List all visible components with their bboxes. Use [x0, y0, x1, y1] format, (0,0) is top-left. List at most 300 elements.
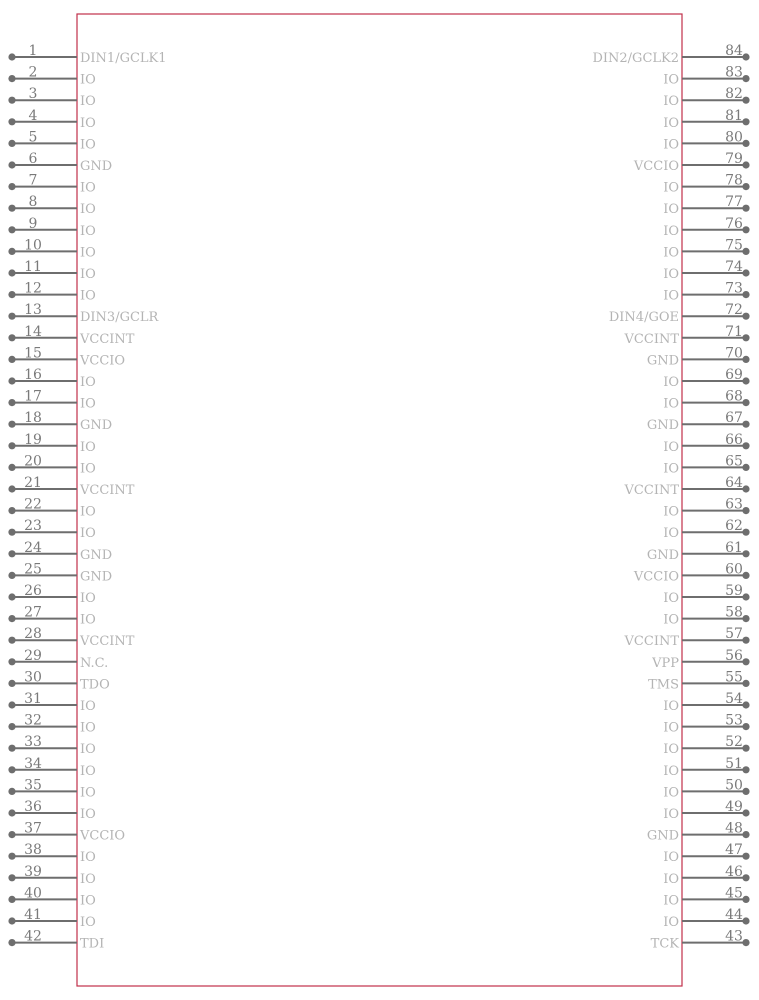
pin-35 [8, 777, 95, 800]
pin-endpoint-dot [742, 464, 749, 471]
pin-number: 37 [24, 820, 42, 837]
right-pin-group [592, 43, 749, 952]
pin-75 [663, 237, 749, 260]
pin-name-label: VCCIO [633, 569, 679, 585]
pin-48 [647, 821, 750, 844]
pin-name-label: IO [80, 180, 96, 196]
pin-name-label: TDI [80, 936, 105, 952]
pin-name-label: IO [80, 763, 96, 779]
pin-endpoint-dot [742, 269, 749, 276]
pin-number: 76 [725, 215, 743, 232]
pin-endpoint-dot [8, 183, 15, 190]
pin-endpoint-dot [8, 831, 15, 838]
pin-44 [663, 907, 749, 930]
pin-endpoint-dot [8, 723, 15, 730]
pin-name-label: DIN2/GCLK2 [592, 51, 679, 66]
pin-name-label: IO [663, 591, 679, 606]
pin-name-label: IO [80, 115, 96, 131]
pin-number: 31 [24, 691, 42, 707]
pin-22 [8, 497, 95, 520]
pin-number: 52 [725, 734, 743, 751]
pin-number: 70 [725, 345, 743, 362]
pin-number: 35 [24, 777, 42, 794]
pin-endpoint-dot [8, 917, 15, 924]
pin-34 [8, 756, 95, 779]
pin-number: 55 [725, 669, 743, 686]
pin-name-label: IO [80, 699, 96, 714]
pin-61 [647, 540, 750, 563]
pin-number: 53 [725, 712, 743, 729]
pin-number: 57 [725, 626, 743, 643]
pin-number: 69 [725, 367, 743, 383]
pin-name-label: IO [80, 591, 96, 606]
pin-46 [663, 864, 749, 887]
pin-number: 40 [24, 885, 42, 902]
pin-endpoint-dot [8, 399, 15, 406]
pin-endpoint-dot [8, 118, 15, 125]
pin-name-label: VCCINT [80, 483, 135, 498]
pin-83 [663, 65, 749, 88]
pin-name-label: IO [663, 915, 679, 930]
pin-endpoint-dot [742, 658, 749, 665]
pin-number: 4 [28, 107, 38, 124]
pin-endpoint-dot [742, 53, 749, 60]
pin-number: 13 [24, 302, 42, 319]
pin-3 [8, 86, 95, 109]
pin-endpoint-dot [742, 291, 749, 298]
pin-name-label: IO [80, 850, 96, 866]
pin-name-label: GND [80, 569, 113, 585]
pin-number: 42 [24, 928, 42, 945]
pin-72 [609, 302, 750, 325]
pin-80 [663, 129, 749, 152]
pin-24 [8, 540, 112, 563]
pin-name-label: IO [663, 439, 679, 455]
pin-endpoint-dot [742, 356, 749, 363]
pin-endpoint-dot [742, 183, 749, 190]
pin-number: 83 [725, 64, 743, 81]
pin-37 [8, 821, 125, 844]
pin-number: 36 [24, 799, 42, 815]
pin-endpoint-dot [8, 745, 15, 752]
pin-endpoint-dot [8, 853, 15, 860]
pin-name-label: VCCINT [624, 634, 679, 650]
pin-number: 8 [28, 194, 38, 211]
pin-67 [647, 410, 750, 433]
pin-25 [8, 561, 112, 584]
pin-14 [8, 324, 134, 347]
pin-43 [651, 929, 750, 952]
pin-name-label: DIN4/GOE [608, 310, 679, 326]
pin-endpoint-dot [8, 766, 15, 773]
pin-endpoint-dot [8, 464, 15, 471]
pin-endpoint-dot [742, 485, 749, 492]
pin-name-label: IO [663, 396, 679, 412]
pin-74 [663, 259, 749, 282]
pin-number: 84 [725, 43, 743, 59]
pin-28 [8, 626, 134, 649]
pin-number: 50 [725, 777, 743, 794]
pin-2 [8, 65, 95, 88]
pin-endpoint-dot [742, 442, 749, 449]
pin-name-label: IO [663, 288, 679, 304]
pin-number: 78 [725, 172, 743, 189]
pin-endpoint-dot [742, 723, 749, 730]
pin-endpoint-dot [8, 313, 15, 320]
pin-name-label: IO [80, 137, 96, 153]
pin-number: 65 [725, 453, 743, 470]
pin-name-label: GND [646, 418, 679, 434]
pin-endpoint-dot [742, 334, 749, 341]
pin-name-label: IO [80, 375, 96, 390]
pin-21 [8, 475, 134, 498]
pin-endpoint-dot [742, 97, 749, 104]
pin-name-label: IO [663, 763, 679, 779]
pin-73 [663, 281, 749, 304]
pin-29 [8, 648, 108, 671]
pin-number: 24 [24, 539, 42, 556]
pin-number: 58 [725, 604, 743, 621]
pin-endpoint-dot [742, 896, 749, 903]
pin-number: 79 [725, 151, 743, 167]
pin-number: 44 [725, 907, 743, 923]
pin-number: 82 [725, 86, 743, 103]
pin-45 [663, 885, 749, 908]
pin-number: 73 [725, 280, 743, 297]
pin-endpoint-dot [8, 377, 15, 384]
pin-number: 10 [24, 237, 42, 254]
pin-name-label: GND [80, 547, 113, 563]
pin-name-label: VCCIO [80, 828, 126, 844]
pin-name-label: IO [80, 526, 96, 542]
pin-endpoint-dot [8, 161, 15, 168]
pin-endpoint-dot [742, 766, 749, 773]
pin-13 [8, 302, 159, 325]
pin-name-label: IO [80, 94, 96, 110]
pin-name-label: IO [80, 612, 96, 628]
pin-number: 12 [24, 280, 42, 297]
pin-name-label: TMS [648, 677, 679, 693]
pin-endpoint-dot [742, 377, 749, 384]
pin-56 [651, 648, 749, 671]
pin-name-label: IO [663, 612, 679, 628]
pin-number: 23 [24, 518, 42, 535]
pin-endpoint-dot [742, 680, 749, 687]
pin-name-label: IO [663, 526, 679, 542]
pin-62 [663, 518, 749, 541]
pin-number: 80 [725, 129, 743, 146]
pin-81 [663, 108, 749, 131]
pin-26 [8, 583, 95, 606]
pin-number: 45 [725, 885, 743, 902]
pin-4 [8, 108, 95, 131]
pin-name-label: TCK [650, 936, 679, 952]
pin-name-label: VCCINT [80, 331, 135, 347]
pin-number: 60 [725, 561, 743, 578]
pin-endpoint-dot [8, 226, 15, 233]
pin-47 [663, 842, 749, 865]
pin-number: 14 [24, 323, 42, 340]
pin-endpoint-dot [742, 140, 749, 147]
pin-endpoint-dot [742, 593, 749, 600]
pin-endpoint-dot [742, 118, 749, 125]
pin-name-label: IO [663, 461, 679, 477]
pin-number: 49 [725, 799, 743, 815]
pin-number: 72 [725, 302, 743, 319]
pin-76 [663, 216, 749, 239]
pin-endpoint-dot [742, 507, 749, 514]
pin-number: 67 [725, 410, 743, 427]
pin-number: 71 [725, 323, 743, 340]
pin-endpoint-dot [8, 896, 15, 903]
pin-endpoint-dot [8, 421, 15, 428]
pin-name-label: IO [663, 94, 679, 110]
pin-name-label: VCCIO [633, 159, 679, 174]
pin-number: 19 [24, 431, 42, 448]
pin-10 [8, 237, 95, 260]
pin-60 [633, 561, 750, 584]
pin-name-label: IO [663, 785, 679, 801]
pin-name-label: IO [80, 720, 96, 736]
pin-number: 22 [24, 496, 42, 513]
pin-name-label: IO [663, 850, 679, 866]
pin-endpoint-dot [742, 226, 749, 233]
pin-30 [8, 669, 109, 692]
pin-39 [8, 864, 95, 887]
pin-endpoint-dot [8, 140, 15, 147]
pin-number: 56 [725, 647, 743, 664]
pin-endpoint-dot [742, 248, 749, 255]
pin-endpoint-dot [8, 874, 15, 881]
pin-19 [8, 432, 95, 455]
pin-name-label: DIN3/GCLR [80, 310, 159, 326]
pin-name-label: IO [80, 742, 96, 758]
pin-12 [8, 281, 95, 304]
pin-number: 77 [725, 194, 743, 211]
pin-name-label: IO [663, 180, 679, 196]
pin-name-label: IO [80, 396, 96, 412]
pin-name-label: VPP [652, 655, 679, 671]
pin-40 [8, 885, 95, 908]
pin-number: 48 [725, 820, 743, 837]
pin-name-label: N.C. [80, 655, 109, 671]
pin-name-label: IO [663, 871, 679, 887]
pin-name-label: IO [80, 245, 96, 261]
pin-50 [663, 777, 749, 800]
pin-number: 51 [725, 755, 743, 772]
pin-name-label: IO [80, 72, 96, 88]
pin-5 [8, 129, 95, 152]
pin-number: 62 [725, 518, 743, 535]
pin-number: 5 [28, 129, 38, 146]
pin-name-label: IO [80, 807, 96, 822]
pin-name-label: IO [663, 72, 679, 88]
pin-endpoint-dot [8, 788, 15, 795]
pin-name-label: GND [646, 547, 679, 563]
pin-endpoint-dot [742, 399, 749, 406]
pin-number: 15 [24, 345, 42, 362]
pin-number: 1 [28, 43, 38, 59]
pin-49 [663, 799, 749, 822]
pin-number: 17 [24, 388, 42, 405]
pin-name-label: GND [80, 159, 113, 174]
pin-32 [8, 713, 95, 736]
pin-endpoint-dot [742, 205, 749, 212]
pin-endpoint-dot [742, 161, 749, 168]
pin-number: 7 [28, 172, 38, 189]
pin-77 [663, 194, 749, 217]
pin-7 [8, 173, 95, 196]
pin-endpoint-dot [742, 788, 749, 795]
pin-name-label: GND [646, 828, 679, 844]
pin-number: 81 [725, 107, 743, 124]
pin-name-label: DIN1/GCLK1 [80, 51, 167, 66]
pin-endpoint-dot [8, 701, 15, 708]
pin-name-label: TDO [80, 677, 110, 693]
pin-endpoint-dot [8, 658, 15, 665]
pin-number: 33 [24, 734, 42, 751]
pin-54 [663, 691, 749, 714]
pin-79 [633, 151, 750, 174]
pin-name-label: IO [663, 115, 679, 131]
pin-65 [663, 453, 749, 476]
pin-33 [8, 734, 95, 757]
pin-endpoint-dot [742, 917, 749, 924]
pin-1 [8, 43, 166, 66]
pin-number: 30 [24, 669, 42, 686]
pin-endpoint-dot [8, 53, 15, 60]
pin-name-label: IO [663, 504, 679, 520]
pin-name-label: IO [663, 742, 679, 758]
pin-endpoint-dot [8, 529, 15, 536]
pin-63 [663, 497, 749, 520]
pin-27 [8, 605, 95, 628]
pin-name-label: IO [80, 504, 96, 520]
pin-endpoint-dot [8, 572, 15, 579]
pin-51 [663, 756, 749, 779]
pin-endpoint-dot [742, 529, 749, 536]
pin-11 [8, 259, 95, 282]
pin-name-label: VCCINT [624, 331, 679, 347]
pin-number: 11 [24, 259, 42, 275]
pin-endpoint-dot [8, 550, 15, 557]
pin-name-label: IO [80, 288, 96, 304]
pin-18 [8, 410, 112, 433]
pin-endpoint-dot [8, 442, 15, 449]
pin-name-label: GND [646, 353, 679, 369]
pin-endpoint-dot [8, 97, 15, 104]
pin-number: 59 [725, 583, 743, 599]
pin-name-label: IO [80, 202, 96, 218]
pin-endpoint-dot [8, 334, 15, 341]
pin-59 [663, 583, 749, 606]
pin-number: 68 [725, 388, 743, 405]
pin-number: 54 [725, 691, 743, 707]
pin-name-label: IO [663, 893, 679, 909]
pin-68 [663, 389, 749, 412]
pin-17 [8, 389, 95, 412]
pin-name-label: IO [663, 720, 679, 736]
pin-number: 28 [24, 626, 42, 643]
pin-name-label: VCCIO [80, 353, 126, 369]
left-pin-group [8, 43, 166, 952]
pin-endpoint-dot [8, 593, 15, 600]
pin-name-label: IO [663, 223, 679, 239]
pin-endpoint-dot [8, 637, 15, 644]
pin-number: 29 [24, 647, 42, 664]
pin-name-label: IO [80, 439, 96, 455]
pin-number: 32 [24, 712, 42, 729]
pin-number: 47 [725, 842, 743, 859]
pin-endpoint-dot [742, 853, 749, 860]
pin-name-label: IO [80, 785, 96, 801]
pin-57 [624, 626, 750, 649]
pin-endpoint-dot [8, 205, 15, 212]
pin-number: 64 [725, 475, 743, 491]
pin-number: 6 [28, 151, 38, 167]
pin-69 [663, 367, 749, 390]
pin-41 [8, 907, 95, 930]
pin-number: 3 [28, 86, 38, 103]
pin-endpoint-dot [742, 313, 749, 320]
pin-name-label: IO [663, 807, 679, 822]
pin-78 [663, 173, 749, 196]
pin-42 [8, 929, 104, 952]
pin-number: 41 [24, 907, 42, 923]
pin-number: 2 [28, 64, 38, 81]
pin-endpoint-dot [8, 680, 15, 687]
pin-number: 38 [24, 842, 42, 859]
pin-endpoint-dot [8, 485, 15, 492]
pin-number: 75 [725, 237, 743, 254]
pin-70 [647, 345, 750, 368]
pin-endpoint-dot [742, 550, 749, 557]
ic-body-outline [77, 14, 682, 986]
pin-8 [8, 194, 95, 217]
pin-number: 27 [24, 604, 42, 621]
pin-23 [8, 518, 95, 541]
pin-38 [8, 842, 95, 865]
pin-number: 74 [725, 259, 743, 275]
pin-endpoint-dot [742, 809, 749, 816]
pin-55 [648, 669, 749, 692]
pin-number: 46 [725, 863, 743, 880]
pin-name-label: IO [80, 461, 96, 477]
pin-15 [8, 345, 125, 368]
pin-name-label: VCCINT [80, 634, 135, 650]
pin-number: 26 [24, 583, 42, 599]
pin-endpoint-dot [8, 75, 15, 82]
pin-name-label: IO [80, 893, 96, 909]
pin-9 [8, 216, 95, 239]
pin-52 [663, 734, 749, 757]
pin-endpoint-dot [742, 615, 749, 622]
pin-number: 18 [24, 410, 42, 427]
pin-endpoint-dot [8, 809, 15, 816]
pin-endpoint-dot [8, 939, 15, 946]
pin-endpoint-dot [8, 615, 15, 622]
pin-84 [592, 43, 749, 66]
pin-number: 43 [725, 928, 743, 945]
pin-name-label: IO [663, 137, 679, 153]
pin-endpoint-dot [742, 745, 749, 752]
pin-20 [8, 453, 95, 476]
pin-name-label: IO [663, 699, 679, 714]
pin-number: 39 [24, 863, 42, 880]
pin-71 [624, 324, 750, 347]
pin-name-label: VCCINT [624, 483, 679, 498]
pin-53 [663, 713, 749, 736]
